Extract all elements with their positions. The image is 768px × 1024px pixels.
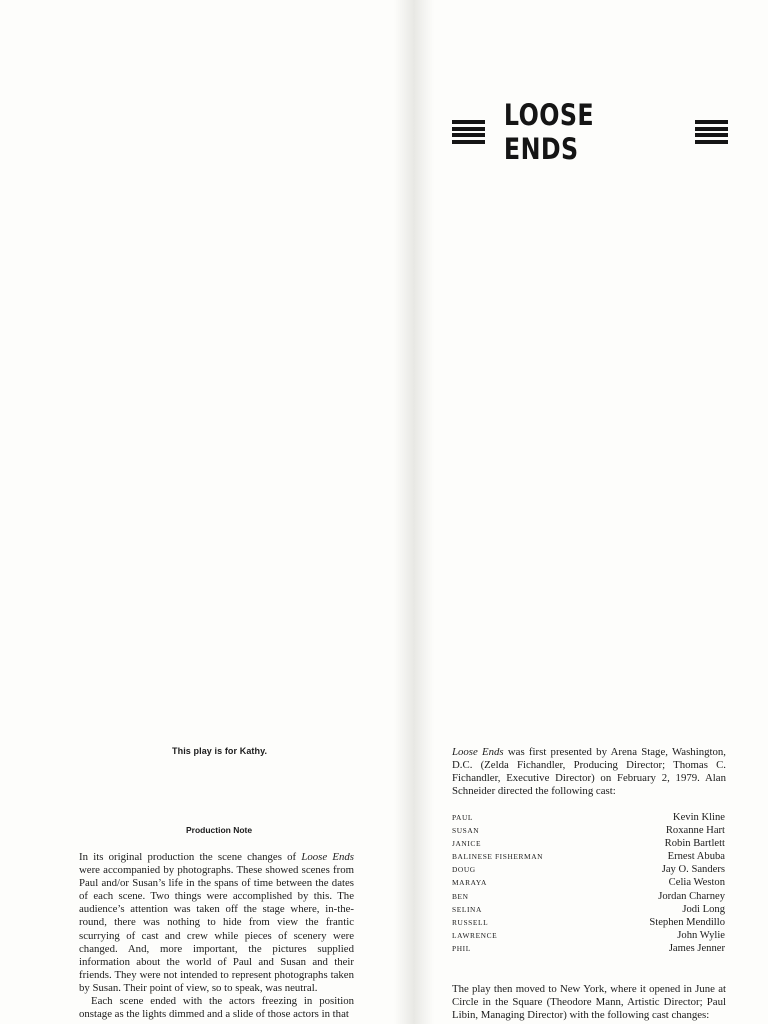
new-york-text: The play then moved to New York, where it opened in June at Circle in the Square (Theodore Mann, Artistic Director; Paul Libin, Managing Director) with the following cast changes: (452, 983, 726, 1022)
production-note-paragraph (79, 851, 354, 995)
cast-actor: John Wylie (677, 929, 725, 941)
cast-row (452, 930, 725, 943)
dedication: This play is for Kathy. (172, 746, 268, 756)
new-york-paragraph (452, 983, 726, 1022)
cast-actor: Jordan Charney (658, 890, 725, 902)
cast-role: PAUL (452, 813, 474, 822)
cast-row (452, 812, 725, 825)
cast-actor: Celia Weston (668, 877, 725, 889)
cast-role: SUSAN (452, 826, 480, 836)
cast-role: SELINA (452, 904, 482, 914)
cast-row (452, 891, 725, 904)
cast-row (452, 838, 725, 851)
cast-role: PHIL (452, 943, 471, 953)
play-title-italic: Loose Ends (452, 746, 504, 758)
cast-actor: James Jenner (668, 942, 725, 954)
cast-row (452, 864, 725, 877)
cast-actor: Ernest Abuba (667, 851, 725, 863)
cast-actor: Kevin Kline (672, 812, 725, 823)
cast-role: LAWRENCE (452, 930, 498, 940)
cast-row (452, 943, 725, 956)
production-note-body (79, 851, 354, 1021)
cast-actor: Jodi Long (682, 903, 725, 915)
cast-actor: Jay O. Sanders (661, 864, 725, 876)
cast-row (452, 917, 725, 930)
title-bars-left (452, 120, 485, 144)
production-note-paragraph: Each scene ended with the actors freezing in position onstage as the lights dimmed and a slide of those actors in that (79, 995, 354, 1021)
title-banner (452, 98, 728, 166)
title-bars-right (695, 120, 728, 144)
text-run: was first presented by Arena Stage, Washington, D.C. (Zelda Fichandler, Producing Director; Thomas C. Fichandler, Executive Director) on February 2, 1979. Alan Schneider directed the following cast: (452, 746, 726, 798)
cast-actor: Stephen Mendillo (649, 916, 725, 928)
play-title: LOOSE ENDS (503, 98, 594, 166)
premiere-text (452, 746, 726, 798)
cast-role: BALINESE FISHERMAN (452, 852, 544, 862)
cast-row (452, 825, 725, 838)
production-note-title: Production Note (186, 825, 253, 835)
text-run: In its original production the scene changes of (79, 851, 302, 863)
cast-role: JANICE (452, 839, 482, 849)
cast-list (452, 812, 725, 956)
cast-row (452, 851, 725, 864)
play-title-italic: Loose Ends (301, 851, 354, 863)
cast-row (452, 904, 725, 917)
text-run: were accompanied by photographs. These showed scenes from Paul and/or Susan’s life in the spans of time between the dates of each scene. Two things were accomplished by this. The audience’s attention was taken off the stage where, in-the-round, there was nothing to hide from view the frantic scurrying of cast and crew while pieces of scenery were changed. And, more important, the pictures supplied information about the world of Paul and Susan and their friends. They were not intended to represent photographs taken by Susan. Their point of view, so to speak, was neutral. (79, 864, 354, 994)
cast-role: MARAYA (452, 878, 487, 888)
cast-actor: Robin Bartlett (664, 838, 725, 850)
cast-actor: Roxanne Hart (665, 825, 725, 837)
cast-role: BEN (452, 891, 469, 901)
cast-role: DOUG (452, 865, 476, 875)
cast-row (452, 877, 725, 890)
premiere-paragraph (452, 746, 726, 798)
cast-role: RUSSELL (452, 917, 489, 927)
